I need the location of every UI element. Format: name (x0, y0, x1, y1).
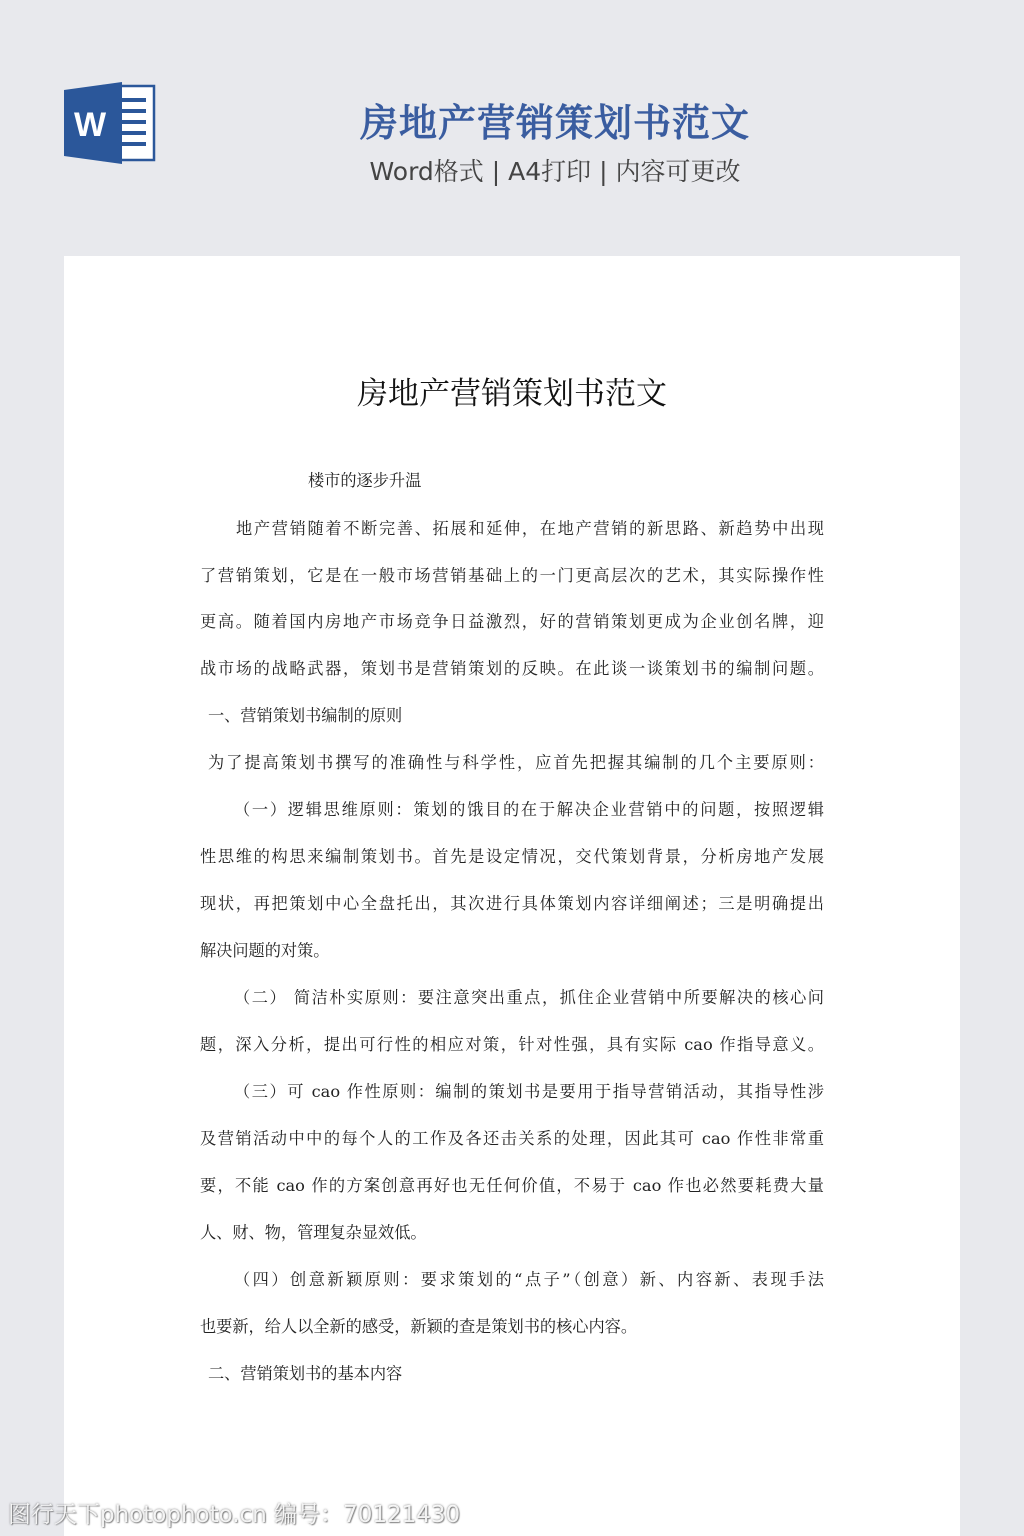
document-line: 楼市的逐步升温 (308, 471, 422, 490)
svg-text:W: W (73, 106, 107, 144)
document-line: 为了提高策划书撰写的准确性与科学性，应首先把握其编制的几个主要原则： (208, 753, 824, 772)
section-heading: 二、营销策划书的基本内容 (208, 1364, 403, 1383)
document-title: 房地产营销策划书范文 (357, 376, 667, 412)
document-line: （二） 简洁朴实原则：要注意突出重点，抓住企业营销中所要解决的核心问 (234, 988, 824, 1007)
document-line: 了营销策划，它是在一般市场营销基础上的一门更高层次的艺术，其实际操作性 (200, 566, 824, 585)
document-line: 人、财、物，管理复杂显效低。 (200, 1223, 427, 1242)
document-line: 现状，再把策划中心全盘托出，其次进行具体策划内容详细阐述；三是明确提出 (200, 894, 824, 913)
word-logo-icon (64, 82, 156, 164)
document-line: （三）可 cao 作性原则：编制的策划书是要用于指导营销活动，其指导性涉 (234, 1082, 824, 1101)
document-line: 也要新，给人以全新的感受，新颖的查是策划书的核心内容。 (200, 1317, 638, 1336)
document-line: 更高。随着国内房地产市场竞争日益激烈，好的营销策划更成为企业创名牌，迎 (200, 612, 824, 631)
document-line: 性思维的构思来编制策划书。首先是设定情况，交代策划背景，分析房地产发展 (200, 847, 824, 866)
document-line: 解决问题的对策。 (200, 941, 330, 960)
document-sheet (64, 256, 960, 1536)
document-line: （四）创意新颖原则：要求策划的“点子”（创意）新、内容新、表现手法 (234, 1270, 824, 1289)
watermark: 图行天下photophoto.cn 编号：70121430 (8, 1502, 461, 1528)
document-line: 要，不能 cao 作的方案创意再好也无任何价值，不易于 cao 作也必然要耗费大量 (200, 1176, 824, 1195)
document-line: 战市场的战略武器，策划书是营销策划的反映。在此谈一谈策划书的编制问题。 (200, 659, 824, 678)
section-heading: 一、营销策划书编制的原则 (208, 706, 403, 725)
header-subtitle: Word格式 | A4打印 | 内容可更改 (369, 157, 741, 186)
document-line: （一）逻辑思维原则：策划的饿目的在于解决企业营销中的问题，按照逻辑 (234, 800, 824, 819)
document-line: 题，深入分析，提出可行性的相应对策，针对性强，具有实际 cao 作指导意义。 (200, 1035, 824, 1054)
header-title: 房地产营销策划书范文 (359, 101, 750, 145)
document-line: 地产营销随着不断完善、拓展和延伸，在地产营销的新思路、新趋势中出现 (236, 519, 824, 538)
document-line: 及营销活动中中的每个人的工作及各还击关系的处理，因此其可 cao 作性非常重 (200, 1129, 824, 1148)
